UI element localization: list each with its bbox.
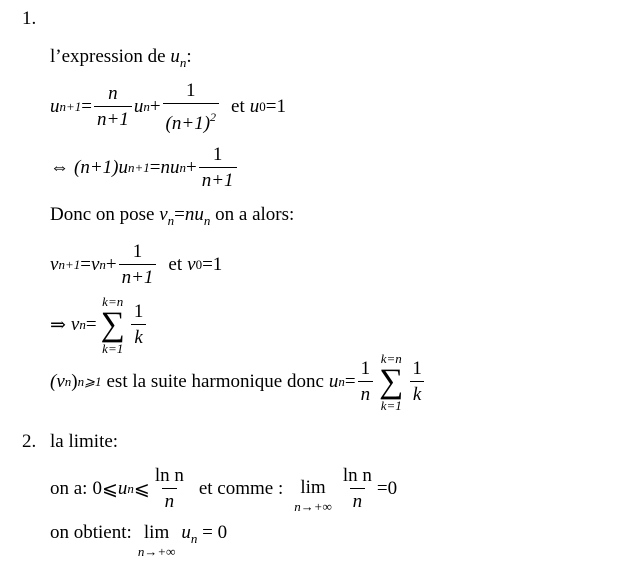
- equals-sign: =: [174, 204, 185, 225]
- on-obtient-text: on obtient:: [50, 522, 132, 543]
- subscript-n-geq-1: n⩾1: [77, 374, 102, 389]
- paren-n-plus-1: (n+1): [74, 157, 119, 178]
- fraction-one-over-n-plus-1: [199, 144, 237, 192]
- u-symbol: u: [50, 96, 60, 117]
- numerator: 1: [186, 79, 196, 101]
- sigma-symbol: ∑: [379, 363, 404, 400]
- plus-sign: +: [105, 254, 117, 275]
- item-1-number: 1.: [22, 8, 37, 29]
- u-symbol: u: [194, 204, 204, 225]
- denominator: n: [350, 488, 366, 513]
- sum-operator: [101, 294, 125, 356]
- line-substitution: [50, 204, 294, 229]
- plus-sign: +: [149, 96, 161, 117]
- n-subscript: n: [79, 317, 86, 332]
- n-subscript: n: [127, 481, 134, 496]
- n-subscript: n: [179, 160, 186, 175]
- et-comme-text: et comme :: [198, 478, 284, 499]
- n-subscript: n: [338, 374, 345, 389]
- numerator: 1: [132, 241, 143, 262]
- limit-operator: [294, 477, 332, 515]
- limit-expression: [181, 522, 227, 550]
- equals-sign: =: [344, 371, 356, 392]
- colon: :: [186, 46, 192, 67]
- fraction-ln-n-over-n: [340, 465, 375, 513]
- n-subscript: n: [99, 257, 106, 272]
- u-symbol: u: [249, 96, 260, 117]
- subscript-n-plus-1: n+1: [58, 257, 81, 272]
- n-subscript: n: [167, 213, 175, 228]
- equals-sign: =: [202, 254, 213, 275]
- n-subscript: n: [190, 531, 198, 546]
- numerator: n: [108, 83, 118, 104]
- et-word: et: [231, 96, 245, 117]
- fraction-one-over-k: [131, 301, 147, 349]
- intro-text: l’expression de: [50, 46, 166, 67]
- line-expression-heading: [50, 46, 192, 71]
- plus-sign: +: [185, 157, 197, 178]
- denominator: n+1: [199, 167, 237, 192]
- subscript-n-plus-1: n+1: [59, 99, 82, 114]
- numerator: 1: [133, 301, 144, 322]
- v-symbol: v: [159, 204, 168, 225]
- v-symbol: v: [70, 314, 80, 335]
- denominator: k: [131, 324, 145, 349]
- u-symbol: u: [328, 371, 339, 392]
- on-a-text: on a:: [50, 478, 88, 499]
- numerator-ln-n: ln n: [154, 465, 184, 486]
- equals-sign: =: [265, 96, 277, 117]
- numerator: 1: [360, 358, 371, 379]
- equation-equivalence: [50, 143, 239, 193]
- u-symbol: u: [118, 157, 128, 178]
- numerator: 1: [212, 144, 223, 165]
- denominator: n+1: [94, 106, 132, 131]
- equals-sign: =: [149, 157, 161, 178]
- lim-underscript: n→+∞: [137, 544, 176, 559]
- sum-operator: [379, 351, 403, 413]
- denominator: n+1: [119, 264, 157, 289]
- equation-conclusion: [50, 522, 227, 562]
- subscript-n-plus-1: n+1: [127, 160, 150, 175]
- donc-on-pose: Donc on pose: [50, 204, 155, 225]
- paren-n-plus-1: (n+1): [165, 112, 211, 134]
- exponent-2: 2: [210, 109, 217, 124]
- fraction-one-over-n-plus-1: [119, 241, 157, 289]
- limit-operator: [138, 522, 176, 560]
- equals-sign: =: [202, 522, 213, 543]
- denominator: [163, 103, 219, 135]
- equation-v-sum: [50, 294, 148, 356]
- lim-word: lim: [143, 522, 170, 543]
- item-2-number: 2.: [22, 431, 37, 452]
- on-a-alors: on a alors:: [215, 204, 295, 225]
- sigma-symbol: ∑: [100, 306, 125, 343]
- denominator: n: [162, 488, 178, 513]
- implies-arrow: ⇒: [50, 314, 66, 336]
- equation-v-recurrence: [50, 240, 222, 290]
- denominator: n: [358, 381, 374, 406]
- v-symbol: v: [90, 254, 100, 275]
- zero-subscript: 0: [195, 257, 203, 272]
- fraction-one-over-n: [358, 358, 374, 406]
- n-factor: n: [184, 204, 195, 225]
- leq-sign: ⩽: [101, 478, 118, 500]
- lim-word: lim: [300, 477, 326, 498]
- n-subscript: n: [203, 213, 211, 228]
- zero-value: 0: [217, 522, 228, 543]
- u-symbol: u: [169, 157, 180, 178]
- zero-value: 0: [92, 478, 102, 499]
- denominator: k: [410, 381, 424, 406]
- u-symbol: u: [181, 522, 191, 543]
- u-symbol: u: [117, 478, 128, 499]
- item-2-title: la limite:: [50, 431, 119, 452]
- fraction-one-over-k: [409, 358, 425, 406]
- equation-harmonic: [50, 351, 427, 413]
- v-symbol: v: [187, 254, 196, 275]
- equals-sign: =: [80, 254, 91, 275]
- iff-arrow: ⇔: [50, 157, 69, 178]
- fraction-ln-n-over-n: [152, 465, 187, 513]
- n-factor: n: [160, 157, 170, 178]
- zero-value: 0: [387, 478, 398, 499]
- n-subscript: n: [64, 374, 72, 389]
- one-value: 1: [212, 254, 223, 275]
- fraction-one-over-square: [163, 80, 219, 135]
- lim-underscript: n→+∞: [294, 499, 332, 514]
- u-symbol: u: [170, 46, 180, 67]
- equation-recurrence: [50, 79, 286, 134]
- numerator: 1: [412, 358, 422, 379]
- zero-subscript: 0: [259, 99, 266, 114]
- et-word: et: [168, 254, 183, 275]
- sum-lower-limit: k=1: [380, 398, 402, 413]
- open-paren: (v: [50, 371, 65, 392]
- sum-upper-limit: k=n: [380, 351, 402, 366]
- v-symbol: v: [50, 254, 59, 275]
- sum-lower-limit: k=1: [102, 341, 124, 356]
- n-subscript: n: [179, 55, 187, 70]
- sum-upper-limit: k=n: [102, 294, 124, 309]
- close-paren: ): [71, 371, 78, 392]
- one-value: 1: [276, 96, 286, 117]
- leq-sign: ⩽: [133, 478, 150, 500]
- fraction-n-over-n-plus-1: [94, 83, 132, 131]
- n-subscript: n: [143, 99, 150, 114]
- equals-sign: =: [85, 314, 97, 335]
- suite-text: est la suite harmonique donc: [106, 371, 324, 392]
- numerator-ln-n: ln n: [342, 465, 372, 486]
- equals-sign: =: [376, 478, 388, 499]
- equals-sign: =: [81, 96, 92, 117]
- equation-bound: [50, 464, 397, 514]
- u-symbol: u: [133, 96, 144, 117]
